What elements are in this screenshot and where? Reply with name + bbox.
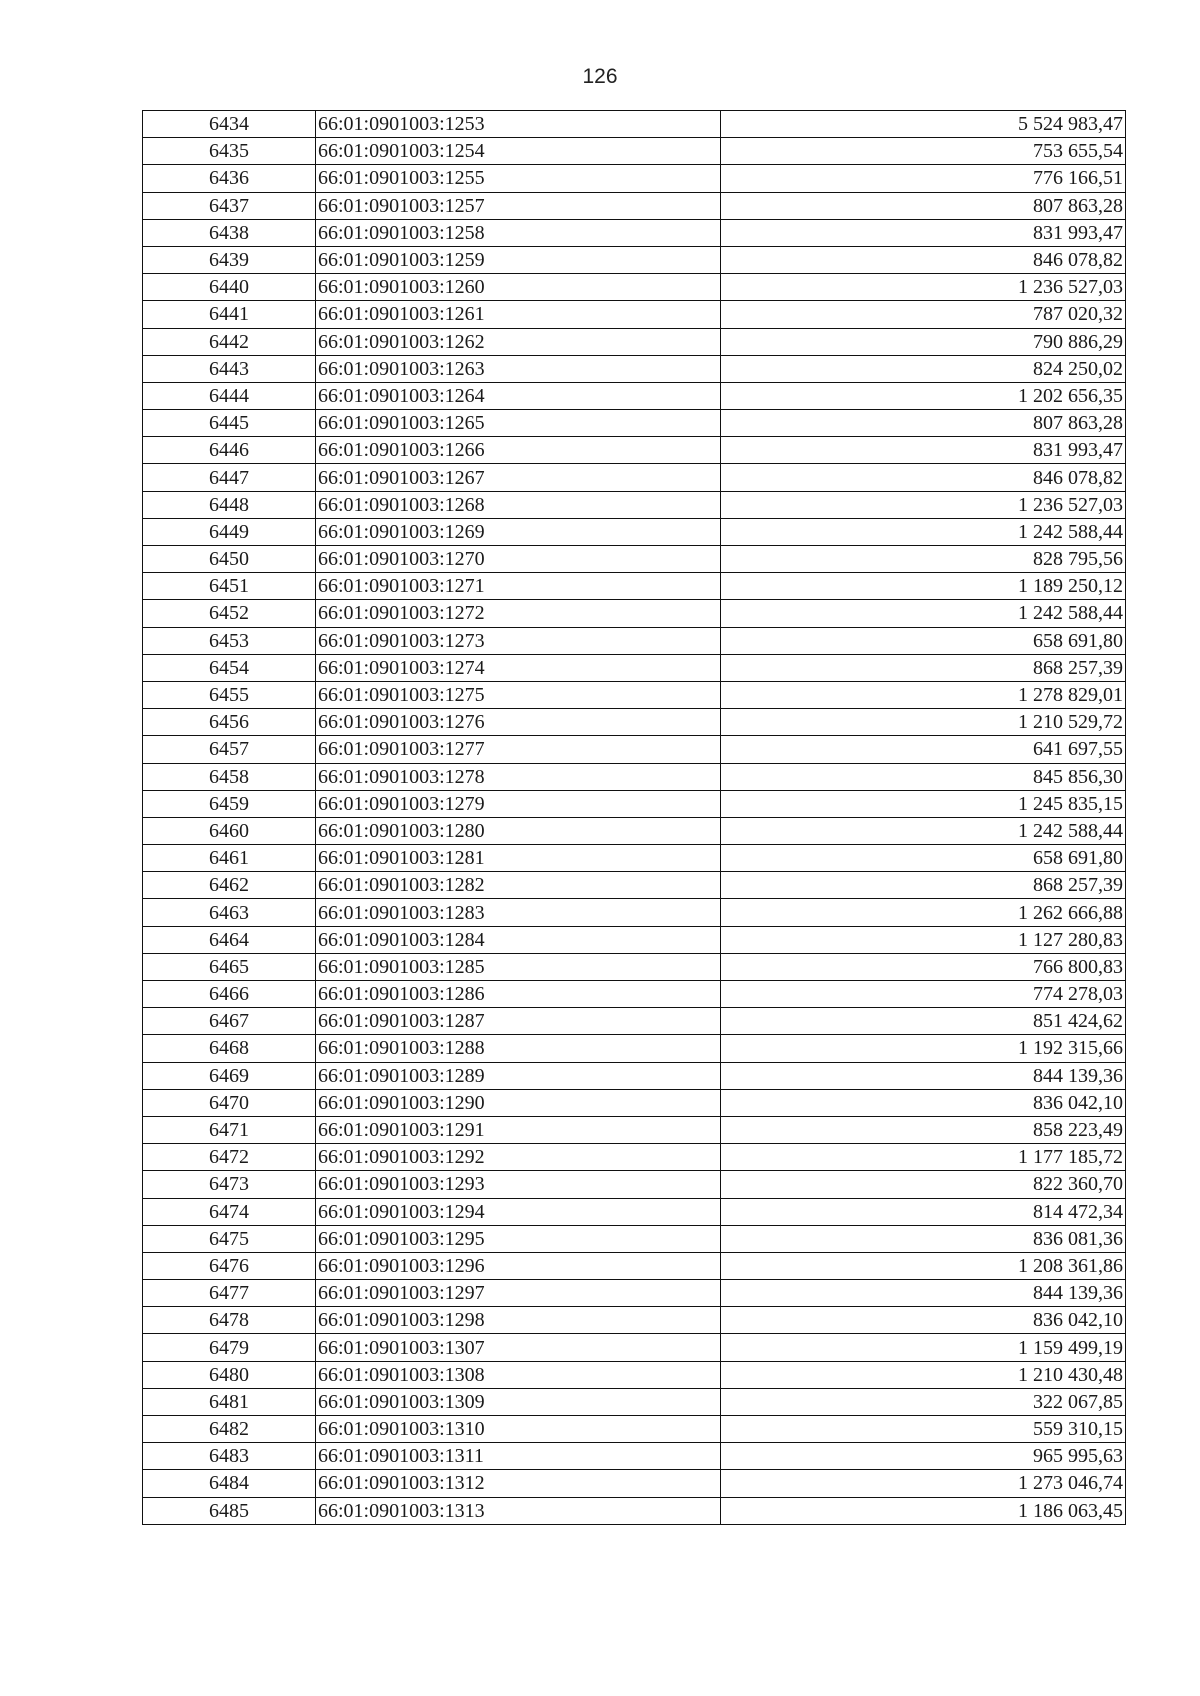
table-row [143, 192, 1126, 219]
cadastral-value-cell: 1 262 666,88 [721, 899, 1126, 926]
row-number-cell: 6463 [143, 899, 316, 926]
cadastral-number-cell: 66:01:0901003:1291 [316, 1116, 721, 1143]
row-number-cell: 6445 [143, 410, 316, 437]
row-number-cell: 6461 [143, 845, 316, 872]
cadastral-number-cell: 66:01:0901003:1272 [316, 600, 721, 627]
cadastral-number-cell: 66:01:0901003:1283 [316, 899, 721, 926]
table-row [143, 627, 1126, 654]
cadastral-value-cell: 658 691,80 [721, 845, 1126, 872]
row-number-cell: 6456 [143, 709, 316, 736]
cadastral-value-cell: 807 863,28 [721, 192, 1126, 219]
cadastral-value-cell: 1 210 529,72 [721, 709, 1126, 736]
table-row [143, 138, 1126, 165]
cadastral-number-cell: 66:01:0901003:1258 [316, 219, 721, 246]
cadastral-value-cell: 822 360,70 [721, 1171, 1126, 1198]
table-row [143, 355, 1126, 382]
cadastral-number-cell: 66:01:0901003:1275 [316, 681, 721, 708]
table-row [143, 953, 1126, 980]
row-number-cell: 6448 [143, 491, 316, 518]
row-number-cell: 6449 [143, 518, 316, 545]
cadastral-value-cell: 844 139,36 [721, 1062, 1126, 1089]
row-number-cell: 6440 [143, 274, 316, 301]
cadastral-value-cell: 844 139,36 [721, 1280, 1126, 1307]
cadastral-number-cell: 66:01:0901003:1309 [316, 1388, 721, 1415]
cadastral-value-cell: 868 257,39 [721, 654, 1126, 681]
cadastral-number-cell: 66:01:0901003:1292 [316, 1144, 721, 1171]
row-number-cell: 6453 [143, 627, 316, 654]
row-number-cell: 6436 [143, 165, 316, 192]
row-number-cell: 6443 [143, 355, 316, 382]
row-number-cell: 6457 [143, 736, 316, 763]
row-number-cell: 6464 [143, 926, 316, 953]
cadastral-number-cell: 66:01:0901003:1269 [316, 518, 721, 545]
table-row [143, 654, 1126, 681]
row-number-cell: 6471 [143, 1116, 316, 1143]
cadastral-value-cell: 658 691,80 [721, 627, 1126, 654]
cadastral-value-cell: 1 242 588,44 [721, 518, 1126, 545]
cadastral-number-cell: 66:01:0901003:1278 [316, 763, 721, 790]
row-number-cell: 6469 [143, 1062, 316, 1089]
cadastral-number-cell: 66:01:0901003:1266 [316, 437, 721, 464]
table-row [143, 736, 1126, 763]
cadastral-value-cell: 1 208 361,86 [721, 1252, 1126, 1279]
cadastral-value-cell: 641 697,55 [721, 736, 1126, 763]
table-row [143, 1008, 1126, 1035]
row-number-cell: 6459 [143, 790, 316, 817]
table-row [143, 111, 1126, 138]
cadastral-number-cell: 66:01:0901003:1284 [316, 926, 721, 953]
table-row [143, 1144, 1126, 1171]
table-row [143, 1116, 1126, 1143]
table-row [143, 1334, 1126, 1361]
table-row [143, 600, 1126, 627]
cadastral-number-cell: 66:01:0901003:1282 [316, 872, 721, 899]
cadastral-number-cell: 66:01:0901003:1296 [316, 1252, 721, 1279]
table-row [143, 1443, 1126, 1470]
cadastral-number-cell: 66:01:0901003:1271 [316, 573, 721, 600]
cadastral-value-cell: 868 257,39 [721, 872, 1126, 899]
row-number-cell: 6466 [143, 981, 316, 1008]
cadastral-value-cell: 322 067,85 [721, 1388, 1126, 1415]
cadastral-value-cell: 828 795,56 [721, 546, 1126, 573]
table-row [143, 1035, 1126, 1062]
table-row [143, 301, 1126, 328]
row-number-cell: 6465 [143, 953, 316, 980]
table-row [143, 464, 1126, 491]
page-number: 126 [582, 65, 618, 88]
table-row [143, 246, 1126, 273]
row-number-cell: 6454 [143, 654, 316, 681]
cadastral-number-cell: 66:01:0901003:1259 [316, 246, 721, 273]
cadastral-number-cell: 66:01:0901003:1289 [316, 1062, 721, 1089]
cadastral-number-cell: 66:01:0901003:1263 [316, 355, 721, 382]
row-number-cell: 6479 [143, 1334, 316, 1361]
cadastral-value-cell: 1 242 588,44 [721, 600, 1126, 627]
table-row [143, 1089, 1126, 1116]
table-row [143, 1252, 1126, 1279]
cadastral-value-cell: 836 042,10 [721, 1089, 1126, 1116]
row-number-cell: 6458 [143, 763, 316, 790]
row-number-cell: 6481 [143, 1388, 316, 1415]
cadastral-value-cell: 836 081,36 [721, 1225, 1126, 1252]
row-number-cell: 6450 [143, 546, 316, 573]
cadastral-number-cell: 66:01:0901003:1313 [316, 1497, 721, 1524]
row-number-cell: 6475 [143, 1225, 316, 1252]
cadastral-number-cell: 66:01:0901003:1280 [316, 817, 721, 844]
cadastral-number-cell: 66:01:0901003:1265 [316, 410, 721, 437]
table-row [143, 410, 1126, 437]
row-number-cell: 6485 [143, 1497, 316, 1524]
cadastral-number-cell: 66:01:0901003:1294 [316, 1198, 721, 1225]
cadastral-value-cell: 1 210 430,48 [721, 1361, 1126, 1388]
cadastral-number-cell: 66:01:0901003:1298 [316, 1307, 721, 1334]
row-number-cell: 6460 [143, 817, 316, 844]
cadastral-number-cell: 66:01:0901003:1255 [316, 165, 721, 192]
cadastral-number-cell: 66:01:0901003:1253 [316, 111, 721, 138]
cadastral-value-cell: 1 236 527,03 [721, 491, 1126, 518]
cadastral-value-cell: 774 278,03 [721, 981, 1126, 1008]
row-number-cell: 6472 [143, 1144, 316, 1171]
cadastral-value-cell: 846 078,82 [721, 246, 1126, 273]
row-number-cell: 6480 [143, 1361, 316, 1388]
cadastral-value-cell: 1 202 656,35 [721, 382, 1126, 409]
cadastral-value-cell: 787 020,32 [721, 301, 1126, 328]
row-number-cell: 6434 [143, 111, 316, 138]
cadastral-number-cell: 66:01:0901003:1295 [316, 1225, 721, 1252]
cadastral-number-cell: 66:01:0901003:1287 [316, 1008, 721, 1035]
table-row [143, 763, 1126, 790]
row-number-cell: 6435 [143, 138, 316, 165]
table-row [143, 1416, 1126, 1443]
cadastral-number-cell: 66:01:0901003:1277 [316, 736, 721, 763]
row-number-cell: 6478 [143, 1307, 316, 1334]
cadastral-value-cell: 1 242 588,44 [721, 817, 1126, 844]
cadastral-value-cell: 836 042,10 [721, 1307, 1126, 1334]
cadastral-value-cell: 845 856,30 [721, 763, 1126, 790]
cadastral-number-cell: 66:01:0901003:1273 [316, 627, 721, 654]
cadastral-number-cell: 66:01:0901003:1281 [316, 845, 721, 872]
row-number-cell: 6476 [143, 1252, 316, 1279]
cadastral-number-cell: 66:01:0901003:1267 [316, 464, 721, 491]
table-row [143, 328, 1126, 355]
cadastral-value-cell: 1 273 046,74 [721, 1470, 1126, 1497]
table-row [143, 899, 1126, 926]
cadastral-value-cell: 846 078,82 [721, 464, 1126, 491]
table-row [143, 790, 1126, 817]
table-row [143, 872, 1126, 899]
cadastral-number-cell: 66:01:0901003:1312 [316, 1470, 721, 1497]
cadastral-number-cell: 66:01:0901003:1279 [316, 790, 721, 817]
cadastral-value-cell: 1 127 280,83 [721, 926, 1126, 953]
table-row [143, 518, 1126, 545]
row-number-cell: 6444 [143, 382, 316, 409]
table-row [143, 1307, 1126, 1334]
table-row [143, 1361, 1126, 1388]
cadastral-value-cell: 1 192 315,66 [721, 1035, 1126, 1062]
cadastral-number-cell: 66:01:0901003:1274 [316, 654, 721, 681]
table-row [143, 165, 1126, 192]
table-row [143, 1388, 1126, 1415]
cadastral-value-cell: 814 472,34 [721, 1198, 1126, 1225]
row-number-cell: 6462 [143, 872, 316, 899]
cadastral-number-cell: 66:01:0901003:1308 [316, 1361, 721, 1388]
cadastral-value-cell: 1 189 250,12 [721, 573, 1126, 600]
table-row [143, 1280, 1126, 1307]
cadastral-value-cell: 1 278 829,01 [721, 681, 1126, 708]
row-number-cell: 6441 [143, 301, 316, 328]
cadastral-value-cell: 807 863,28 [721, 410, 1126, 437]
cadastral-value-cell: 824 250,02 [721, 355, 1126, 382]
table-row [143, 546, 1126, 573]
cadastral-number-cell: 66:01:0901003:1297 [316, 1280, 721, 1307]
row-number-cell: 6484 [143, 1470, 316, 1497]
table-row [143, 981, 1126, 1008]
row-number-cell: 6437 [143, 192, 316, 219]
table-row [143, 437, 1126, 464]
cadastral-value-table [142, 110, 1126, 1525]
cadastral-value-cell: 1 177 185,72 [721, 1144, 1126, 1171]
row-number-cell: 6468 [143, 1035, 316, 1062]
table-row [143, 845, 1126, 872]
table-row [143, 681, 1126, 708]
table-row [143, 573, 1126, 600]
cadastral-number-cell: 66:01:0901003:1268 [316, 491, 721, 518]
cadastral-value-cell: 5 524 983,47 [721, 111, 1126, 138]
cadastral-value-cell: 766 800,83 [721, 953, 1126, 980]
cadastral-value-cell: 831 993,47 [721, 437, 1126, 464]
cadastral-number-cell: 66:01:0901003:1257 [316, 192, 721, 219]
row-number-cell: 6477 [143, 1280, 316, 1307]
cadastral-value-cell: 1 236 527,03 [721, 274, 1126, 301]
cadastral-value-cell: 790 886,29 [721, 328, 1126, 355]
cadastral-value-cell: 1 186 063,45 [721, 1497, 1126, 1524]
cadastral-number-cell: 66:01:0901003:1286 [316, 981, 721, 1008]
cadastral-value-cell: 559 310,15 [721, 1416, 1126, 1443]
row-number-cell: 6470 [143, 1089, 316, 1116]
table-row [143, 274, 1126, 301]
cadastral-value-cell: 965 995,63 [721, 1443, 1126, 1470]
cadastral-value-cell: 831 993,47 [721, 219, 1126, 246]
cadastral-value-cell: 1 159 499,19 [721, 1334, 1126, 1361]
table-row [143, 709, 1126, 736]
cadastral-number-cell: 66:01:0901003:1311 [316, 1443, 721, 1470]
row-number-cell: 6438 [143, 219, 316, 246]
cadastral-number-cell: 66:01:0901003:1270 [316, 546, 721, 573]
row-number-cell: 6474 [143, 1198, 316, 1225]
table-row [143, 1062, 1126, 1089]
table-row [143, 1198, 1126, 1225]
cadastral-number-cell: 66:01:0901003:1262 [316, 328, 721, 355]
row-number-cell: 6446 [143, 437, 316, 464]
row-number-cell: 6483 [143, 1443, 316, 1470]
cadastral-number-cell: 66:01:0901003:1264 [316, 382, 721, 409]
row-number-cell: 6452 [143, 600, 316, 627]
cadastral-number-cell: 66:01:0901003:1310 [316, 1416, 721, 1443]
row-number-cell: 6455 [143, 681, 316, 708]
table-row [143, 491, 1126, 518]
row-number-cell: 6482 [143, 1416, 316, 1443]
row-number-cell: 6447 [143, 464, 316, 491]
row-number-cell: 6442 [143, 328, 316, 355]
row-number-cell: 6451 [143, 573, 316, 600]
table-row [143, 1470, 1126, 1497]
cadastral-number-cell: 66:01:0901003:1260 [316, 274, 721, 301]
cadastral-value-cell: 858 223,49 [721, 1116, 1126, 1143]
row-number-cell: 6467 [143, 1008, 316, 1035]
row-number-cell: 6473 [143, 1171, 316, 1198]
table-row [143, 817, 1126, 844]
table-row [143, 1225, 1126, 1252]
cadastral-value-cell: 753 655,54 [721, 138, 1126, 165]
row-number-cell: 6439 [143, 246, 316, 273]
table-row [143, 926, 1126, 953]
cadastral-number-cell: 66:01:0901003:1276 [316, 709, 721, 736]
cadastral-value-cell: 851 424,62 [721, 1008, 1126, 1035]
cadastral-number-cell: 66:01:0901003:1290 [316, 1089, 721, 1116]
cadastral-number-cell: 66:01:0901003:1288 [316, 1035, 721, 1062]
table-row [143, 1171, 1126, 1198]
cadastral-value-cell: 1 245 835,15 [721, 790, 1126, 817]
cadastral-number-cell: 66:01:0901003:1254 [316, 138, 721, 165]
table-row [143, 219, 1126, 246]
cadastral-number-cell: 66:01:0901003:1285 [316, 953, 721, 980]
cadastral-value-cell: 776 166,51 [721, 165, 1126, 192]
cadastral-number-cell: 66:01:0901003:1293 [316, 1171, 721, 1198]
cadastral-number-cell: 66:01:0901003:1307 [316, 1334, 721, 1361]
cadastral-number-cell: 66:01:0901003:1261 [316, 301, 721, 328]
table-row [143, 382, 1126, 409]
table-body [143, 111, 1126, 1525]
table-row [143, 1497, 1126, 1524]
